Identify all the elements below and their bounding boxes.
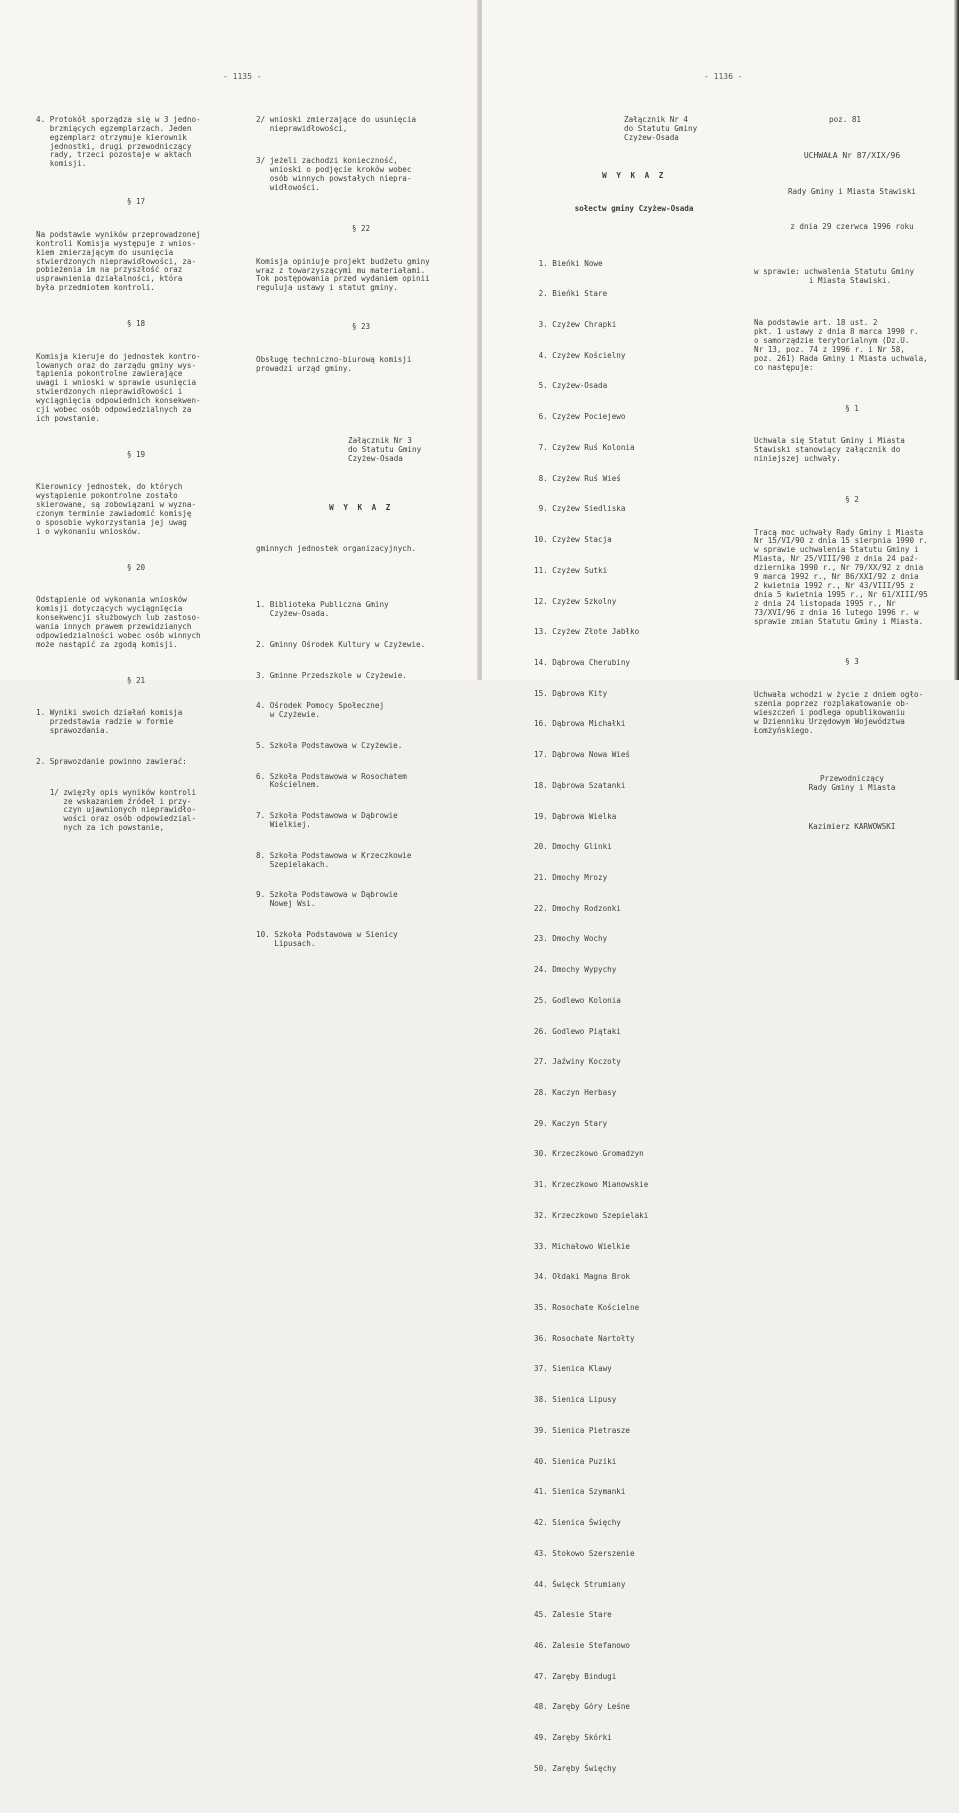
list-item: 10. Szkoła Podstawowa w Sienicy Lipusach. [256,930,398,948]
list-item: 27. Jaźwiny Koczoty [534,1057,621,1067]
list-item: 42. Sienica Święchy [534,1518,621,1528]
section-19-title: § 19 [126,449,146,459]
section-18-text: Komisja kieruje do jednostek kontro- lowanych oraz do zarządu gminy wys- tąpienia pokontrolne zawierające uwagi i wnioski w sprawie usunięcia stwierdzonych nieprawidłowości i wyciągnięcia odpowiednich konsekwen- cji wobec osób odpowiedzialnych za ich powstanie. [36,351,201,423]
list-item: 18. Dąbrowa Szatanki [534,780,626,790]
legal-basis: Na podstawie art. 18 ust. 2 pkt. 1 ustawy z dnia 8 marca 1990 r. o samorządzie terytorialnym (Dz.U. Nr 13, poz. 74 z 1996 r. i Nr 58, poz. 261) Rada Gminy i Miasta uchwala, co następuje: [754,318,928,372]
right-column-1 [534,98,734,1813]
signature-name: Kazimierz KARWOWSKI [808,822,896,831]
annex-4-subtitle: sołectw gminy Czyżew-Osada [574,204,694,214]
resolution-council: Rady Gminy i Miasta Stawiski [787,187,916,197]
list-item: 44. Święck Strumiany [534,1579,626,1589]
list-item: 21. Dmochy Mrozy [534,872,608,882]
section-18-title: § 18 [126,318,146,328]
section-21-point-3: 3/ jeżeli zachodzi konieczność, wnioski o podjęcie kroków wobec osób winnych powstałych niepra- widłowości. [256,156,412,193]
list-item: 34. Ołdaki Magna Brok [534,1272,631,1282]
section-19-text: Kierownicy jednostek, do których wystąpienie pokontrolne zostało skierowane, są zobowiązani w wyzna- czonym terminie zawiadomić komisję o sposobie wykorzystania jej uwag i o wykonaniu wniosków. [36,482,197,536]
list-item: 3. Gminne Przedszkole w Czyżewie. [256,670,407,680]
list-item: 32. Krzeczkowo Szepielaki [534,1210,649,1220]
list-item: 23. Dmochy Wochy [534,934,608,944]
list-item: 9. Czyżew Siedliska [534,504,626,514]
list-item: 43. Stokowo Szerszenie [534,1548,635,1558]
list-item: 6. Czyżew Pociejewo [534,412,626,422]
page-1136 [482,0,959,1773]
protocol-point-4: 4. Protokół sporządza się w 3 jedno- brzmiących egzemplarzach. Jeden egzemplarz otrzymuje kierownik jednostki, drugi przewodniczący rady, trzeci pozostaje w aktach komisji. [36,114,201,169]
resolution-title: UCHWAŁA Nr 87/XIX/96 [803,150,901,160]
resolution-section-2-title: § 2 [845,494,859,504]
list-item: 30. Krzeczkowo Gromadzyn [534,1149,644,1159]
list-item: 45. Zalesie Stare [534,1610,612,1620]
list-item: 48. Zaręby Góry Leśne [534,1702,631,1712]
list-item: 1. Bieńki Nowe [534,258,603,268]
list-item: 3. Czyżew Chrapki [534,320,617,330]
left-column-1 [36,98,236,851]
section-23-text: Obsługę techniczno-biurową komisji prowadzi urząd gminy. [256,354,412,373]
villages-list [534,242,734,1796]
list-item: 41. Sienica Szymanki [534,1487,626,1497]
list-item: 37. Sienica Klawy [534,1364,612,1374]
list-item: 15. Dąbrowa Kity [534,688,608,698]
list-item: 6. Szkoła Podstawowa w Rosochatem Kościelnem. [256,771,407,790]
annex-4-title: W Y K A Z [602,171,666,181]
list-item: 50. Zaręby Święchy [534,1763,617,1773]
resolution-section-3-title: § 3 [845,657,859,667]
list-item: 5. Szkoła Podstawowa w Czyżewie. [256,740,403,750]
list-item: 7. Czyżew Ruś Kolonia [534,442,635,452]
list-item: 17. Dąbrowa Nowa Wieś [534,750,631,760]
list-item: 8. Szkoła Podstawowa w Krzeczkowie Szepielakach. [256,850,412,869]
page-edge-shadow [954,0,959,680]
list-item: 24. Dmochy Wypychy [534,965,617,975]
list-item: 11. Czyżew Sutki [534,565,608,575]
list-item: 31. Krzeczkowo Mianowskie [534,1180,649,1190]
list-item: 33. Michałowo Wielkie [534,1241,631,1251]
section-21-point-1: 1. Wyniki swoich działań komisja przedstawia radzie w formie sprawozdania. [36,708,183,736]
list-item: 26. Godlewo Piątaki [534,1026,621,1036]
section-23-title: § 23 [351,322,371,332]
list-item: 2. Gminny Ośrodek Kultury w Czyżewie. [256,639,426,649]
list-item: 5. Czyżew-Osada [534,381,608,391]
signature-role: Przewodniczący Rady Gminy i Miasta [808,774,896,793]
annex-3-title: W Y K A Z [329,502,393,512]
list-item: 28. Kaczyn Herbasy [534,1088,617,1097]
position-number: poz. 81 [829,114,862,124]
section-22-title: § 22 [351,223,371,233]
section-22-text: Komisja opiniuje projekt budżetu gminy wraz z towarzyszącymi mu materiałami. Tok postępowania przed wydaniem opinii reguluja ustawy i statut gminy. [256,256,430,293]
list-item: 35. Rosochate Kościelne [534,1303,640,1313]
list-item: 2. Bieńki Stare [534,289,608,299]
list-item: 36. Rosochate Nartołty [534,1333,635,1343]
resolution-subject: w sprawie: uchwalenia Statutu Gminy i Miasta Stawiski. [754,266,915,285]
list-item: 46. Zalesie Stefanowo [534,1640,631,1650]
list-item: 13. Czyżew Złote Jabłko [534,627,640,637]
organizational-units-list [256,583,466,970]
list-item: 19. Dąbrowa Wielka [534,811,617,821]
list-item: 49. Zaręby Skórki [534,1733,612,1743]
section-17-title: § 17 [126,197,146,207]
list-item: 22. Dmochy Rodzonki [534,903,621,913]
list-item: 16. Dąbrowa Michałki [534,719,626,729]
section-21-point-2-1: 1/ zwięzły opis wyników kontroli ze wskazaniem źródeł i przy- czyn ujawnionych nieprawidło- wości oraz osób odpowiedzial- nych za ich powstanie, [49,787,197,833]
annex-3-subtitle: gminnych jednostek organizacyjnych. [256,543,417,553]
list-item: 4. Czyżew Kościelny [534,350,626,360]
list-item: 38. Sienica Lipusy [534,1395,617,1405]
right-column-2 [754,98,950,850]
section-17-text: Na podstawie wyników przeprowadzonej kontroli Komisja występuje z wnios- kiem zmierzającym do usunięcia stwierdzonych nieprawidłowości, za- pobieżenia im na przyszłość oraz usprawnienia działalności, która była przedmiotem kontroli. [36,229,201,293]
section-20-title: § 20 [126,562,146,572]
section-20-text: Odstąpienie od wykonania wniosków komisji dotyczących wyciągnięcia konsekwencji służbowych lub zastoso- wania innych prawem przewidzianych odpowiedzialności wobec osób winnych może nastąpić za zgodą komisji. [36,595,201,649]
list-item: 9. Szkoła Podstawowa w Dąbrowie Nowej Wsi. [256,890,398,909]
list-item: 14. Dąbrowa Cherubiny [534,657,631,667]
resolution-section-1-title: § 1 [845,403,859,413]
resolution-section-2-text: Tracą moc uchwały Rady Gminy i Miasta Nr 15/VI/90 z dnia 15 sierpnia 1990 r. w sprawie uchwalenia Statutu Gminy i Miasta, Nr 25/VIII/90 z dnia 24 paź- dziernika 1990 r., Nr 79/XX/92 z dnia 9 marca 1992 r., Nr 86/XXI/92 z dnia 2 kwietnia 1992 r., Nr 43/VIII/95 z dnia 5 kwietnia 1995 r., Nr 61/XIII/95 z dnia 24 listopada 1995 r., Nr 73/XVI/96 z dnia 16 lutego 1996 r. w sprawie zmian Statutu Gminy i Miasta. [754,527,928,626]
resolution-section-1-text: Uchwala się Statut Gminy i Miasta Stawiski stanowiący załącznik do niniejszej uchwały. [754,436,905,464]
list-item: 7. Szkoła Podstawowa w Dąbrowie Wielkiej. [256,811,398,830]
list-item: 12. Czyżew Szkolny [534,596,617,606]
list-item: 40. Sienica Puziki [534,1456,617,1466]
list-item: 47. Zaręby Bindugi [534,1671,617,1681]
page-number: - 1135 - [223,72,262,81]
list-item: 4. Ośrodek Pomocy Społecznej w Czyżewie. [256,701,385,720]
list-item: 39. Sienica Pietrasze [534,1425,631,1435]
list-item: 25. Godlewo Kolonia [534,995,621,1005]
section-21-point-2-2: 2/ wnioski zmierzające do usunięcia nieprawidłowości, [256,114,417,133]
annex-3-header: Załącznik Nr 3 do Statutu Gminy Czyżew-Osada [348,436,422,464]
section-21-point-2: 2. Sprawozdanie powinno zawierać: [36,756,187,766]
resolution-section-3-text: Uchwała wchodzi w życie z dniem ogło- szenia poprzez rozplakatowanie ob- wieszczeń i podlega opublikowaniu w Dzienniku Urzędowym Województwa Łomżyńskiego. [754,690,924,735]
list-item: 29. Kaczyn Stary [534,1118,608,1128]
page-number: - 1136 - [704,72,743,81]
list-item: 10. Czyżew Stacja [534,535,612,545]
annex-4-header: Załącznik Nr 4 do Statutu Gminy Czyżew-Osada [624,114,698,142]
page-1135 [0,0,478,948]
section-21-title: § 21 [126,675,146,685]
list-item: 1. Biblioteka Publiczna Gminy Czyżew-Osada. [256,600,389,619]
list-item: 8. Czyżew Ruś Wieś [534,473,621,483]
resolution-date: z dnia 29 czerwca 1996 roku [790,221,914,231]
list-item: 20. Dmochy Glinki [534,842,612,852]
left-column-2 [256,98,466,989]
